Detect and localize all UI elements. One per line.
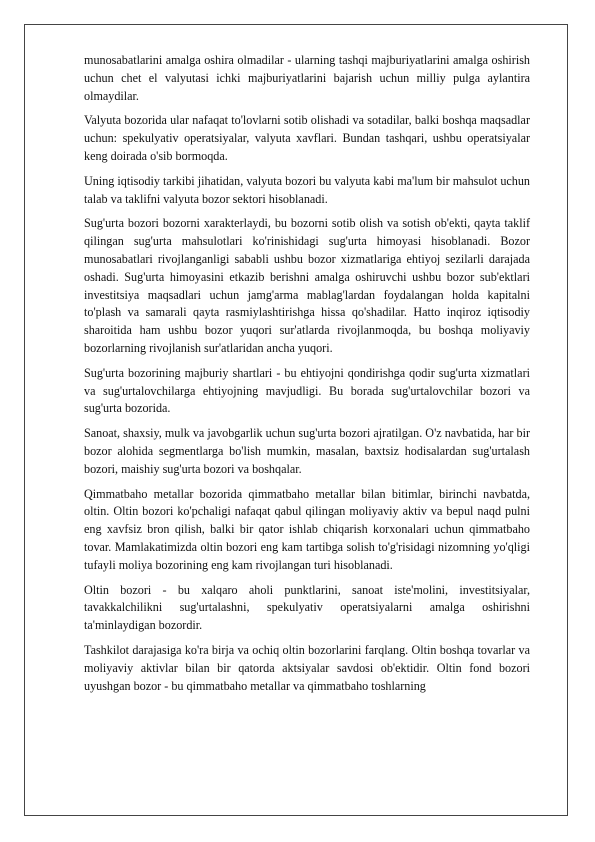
- paragraph: Qimmatbaho metallar bozorida qimmatbaho metallar bilan bitimlar, birinchi navbatda, oltin. Oltin bozori ko'pchaligi nafaqat qabul qilingan moliyaviy aktiv va bepul naqd pulni eng xavfsiz bron qilish, balki bir qator ishlab chiqarish korxonalari uchun qimmatbaho tovar. Mamlakatimizda oltin bozori eng kam tartibga solish to'g'risidagi nizomning yo'qligi tufayli moliya bozorining eng kam rivojlangan turi hisoblanadi.: [84, 486, 530, 572]
- document-body: [84, 52, 530, 702]
- paragraph: Sanoat, shaxsiy, mulk va javobgarlik uchun sug'urta bozori ajratilgan. O'z navbatida, har bir bozor alohida segmentlarga bo'lish mumkin, masalan, baxtsiz hodisalardan sug'urtalash bozori, maishiy sug'urta bozori va boshqalar.: [84, 426, 530, 476]
- paragraph: Uning iqtisodiy tarkibi jihatidan, valyuta bozori bu valyuta kabi ma'lum bir mahsulot uchun talab va taklifni valyuta bozor sektori hisoblanadi.: [84, 173, 530, 206]
- paragraph: Sug'urta bozorining majburiy shartlari - bu ehtiyojni qondirishga qodir sug'urta xizmatlari va sug'urtalovchilarga ehtiyojning mavjudligi. Bu borada sug'urtalovchilar bozori va sug'urta bozorida.: [84, 365, 530, 416]
- paragraph: Tashkilot darajasiga ko'ra birja va ochiq oltin bozorlarini farqlang. Oltin boshqa tovarlar va moliyaviy aktivlar bilan bir qatorda aktsiyalar savdosi ob'ektidir. Oltin fond bozori uyushgan bozor - bu qimmatbaho metallar va qimmatbaho toshlarning: [84, 642, 530, 693]
- paragraph: munosabatlarini amalga oshira olmadilar - ularning tashqi majburiyatlarini amalga oshirish uchun chet el valyutasi ichki majburiyatlarini bajarish uchun milliy pulga aylantira olmaydilar.: [84, 53, 530, 103]
- paragraph: Valyuta bozorida ular nafaqat to'lovlarni sotib olishadi va sotadilar, balki boshqa maqsadlar uchun: spekulyativ operatsiyalar, valyuta xavflari. Bundan tashqari, ushbu operatsiyalar keng doirada o'sib bormoqda.: [84, 113, 530, 163]
- paragraph: Sug'urta bozori bozorni xarakterlaydi, bu bozorni sotib olish va sotish ob'ekti, qayta taklif qilingan sug'urta mahsulotlari ko'rinishidagi sug'urta himoyasi hisoblanadi. Bozor munosabatlari rivojlanganligi sababli ushbu bozor xizmatlariga ehtiyoj sezilarli darajada oshadi. Sug'urta himoyasini etkazib berishni amalga oshiruvchi ushbu bozor sub'ektlari investitsiya maqsadlari uchun jamg'arma mablag'lardan foydalangan holda kapitalni to'plash va samarali qayta rasmiylashtirishga hissa qo'shadilar. Hatto inqiroz iqtisodiy sharoitida ham ushbu bozor yuqori sur'atlarda rivojlanmoqda, bu boshqa moliyaviy bozorlarning rivojlanish sur'atlaridan ancha yuqori.: [84, 216, 530, 355]
- paragraph: Oltin bozori - bu xalqaro aholi punktlarini, sanoat iste'molini, investitsiyalar, tavakkalchilikni sug'urtalashni, spekulyativ operatsiyalarni amalga oshirishni ta'minlaydigan bozordir.: [84, 582, 530, 633]
